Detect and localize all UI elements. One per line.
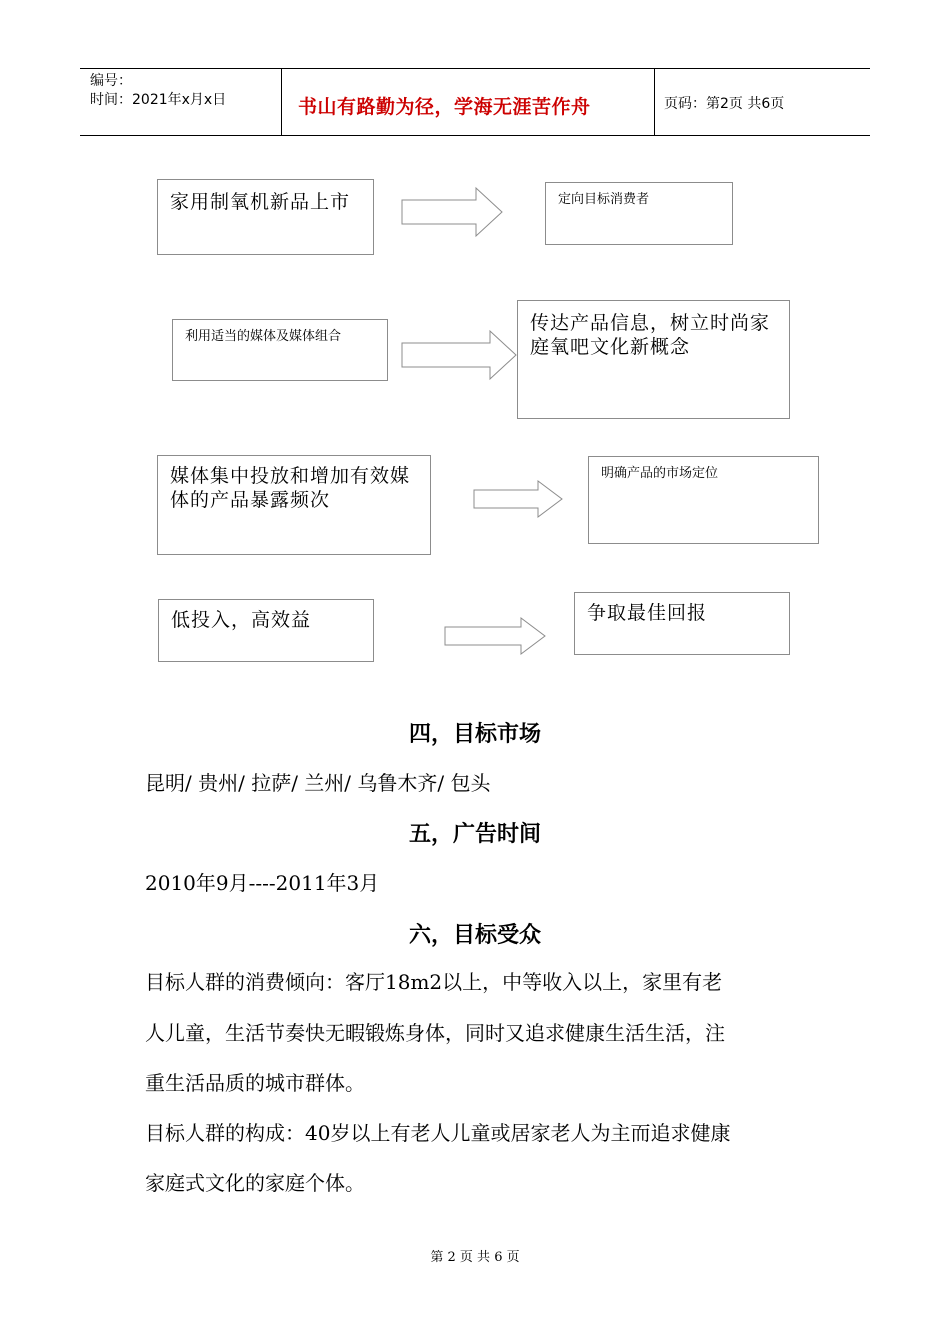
flow-arrow-2 — [400, 329, 518, 381]
flow-box-label: 低投入，高效益 — [171, 609, 312, 631]
flow-box-low-input — [158, 599, 374, 662]
section-audience-line-1: 目标人群的消费倾向：客厅18m2以上，中等收入以上，家里有老 — [145, 970, 723, 994]
flow-box-label: 家用制氧机新品上市 — [170, 191, 351, 213]
section-target-market-title: 四，目标市场 — [408, 722, 541, 747]
flow-box-label: 媒体集中投放和增加有效媒体的产品暴露频次 — [170, 465, 411, 511]
header-top-rule — [80, 68, 870, 69]
flow-box-best-return — [574, 592, 790, 655]
header-bottom-rule — [80, 135, 870, 136]
flow-box-label: 利用适当的媒体及媒体组合 — [185, 329, 342, 344]
section-audience-line-2: 人儿童，生活节奏快无暇锻炼身体，同时又追求健康生活生活，注 — [145, 1021, 725, 1045]
header-page-label: 页码：第2页 共6页 — [664, 96, 785, 112]
flow-box-label: 明确产品的市场定位 — [601, 466, 719, 481]
header-divider-right — [654, 68, 655, 136]
flow-box-target-consumers — [545, 182, 733, 245]
flow-box-label: 争取最佳回报 — [587, 602, 708, 624]
flow-box-label: 传达产品信息，树立时尚家庭氧吧文化新概念 — [530, 312, 771, 358]
section-audience-title: 六，目标受众 — [408, 923, 541, 948]
flow-arrow-1 — [400, 186, 504, 238]
flow-arrow-3 — [472, 479, 564, 519]
flow-box-convey-info — [517, 300, 790, 419]
section-audience-line-4: 目标人群的构成：40岁以上有老人儿童或居家老人为主而追求健康 — [145, 1121, 731, 1145]
flow-box-label: 定向目标消费者 — [558, 192, 650, 207]
section-audience-line-3: 重生活品质的城市群体。 — [145, 1071, 365, 1095]
section-audience-line-5: 家庭式文化的家庭个体。 — [145, 1171, 365, 1195]
flow-box-market-position — [588, 456, 819, 544]
flow-box-media-mix — [172, 319, 388, 381]
flow-box-new-product — [157, 179, 374, 255]
header-divider-left — [281, 68, 282, 136]
header-date-label: 时间：2021年x月x日 — [90, 92, 227, 108]
flow-box-media-focus — [157, 455, 431, 555]
section-ad-time-body: 2010年9月----2011年3月 — [145, 871, 380, 895]
flow-arrow-4 — [443, 616, 547, 656]
section-ad-time-title: 五，广告时间 — [408, 822, 541, 847]
header-number-label: 编号： — [90, 73, 132, 89]
page-footer: 第 2 页 共 6 页 — [430, 1250, 520, 1265]
section-target-market-body: 昆明/ 贵州/ 拉萨/ 兰州/ 乌鲁木齐/ 包头 — [145, 771, 491, 795]
header-motto: 书山有路勤为径，学海无涯苦作舟 — [298, 96, 591, 118]
